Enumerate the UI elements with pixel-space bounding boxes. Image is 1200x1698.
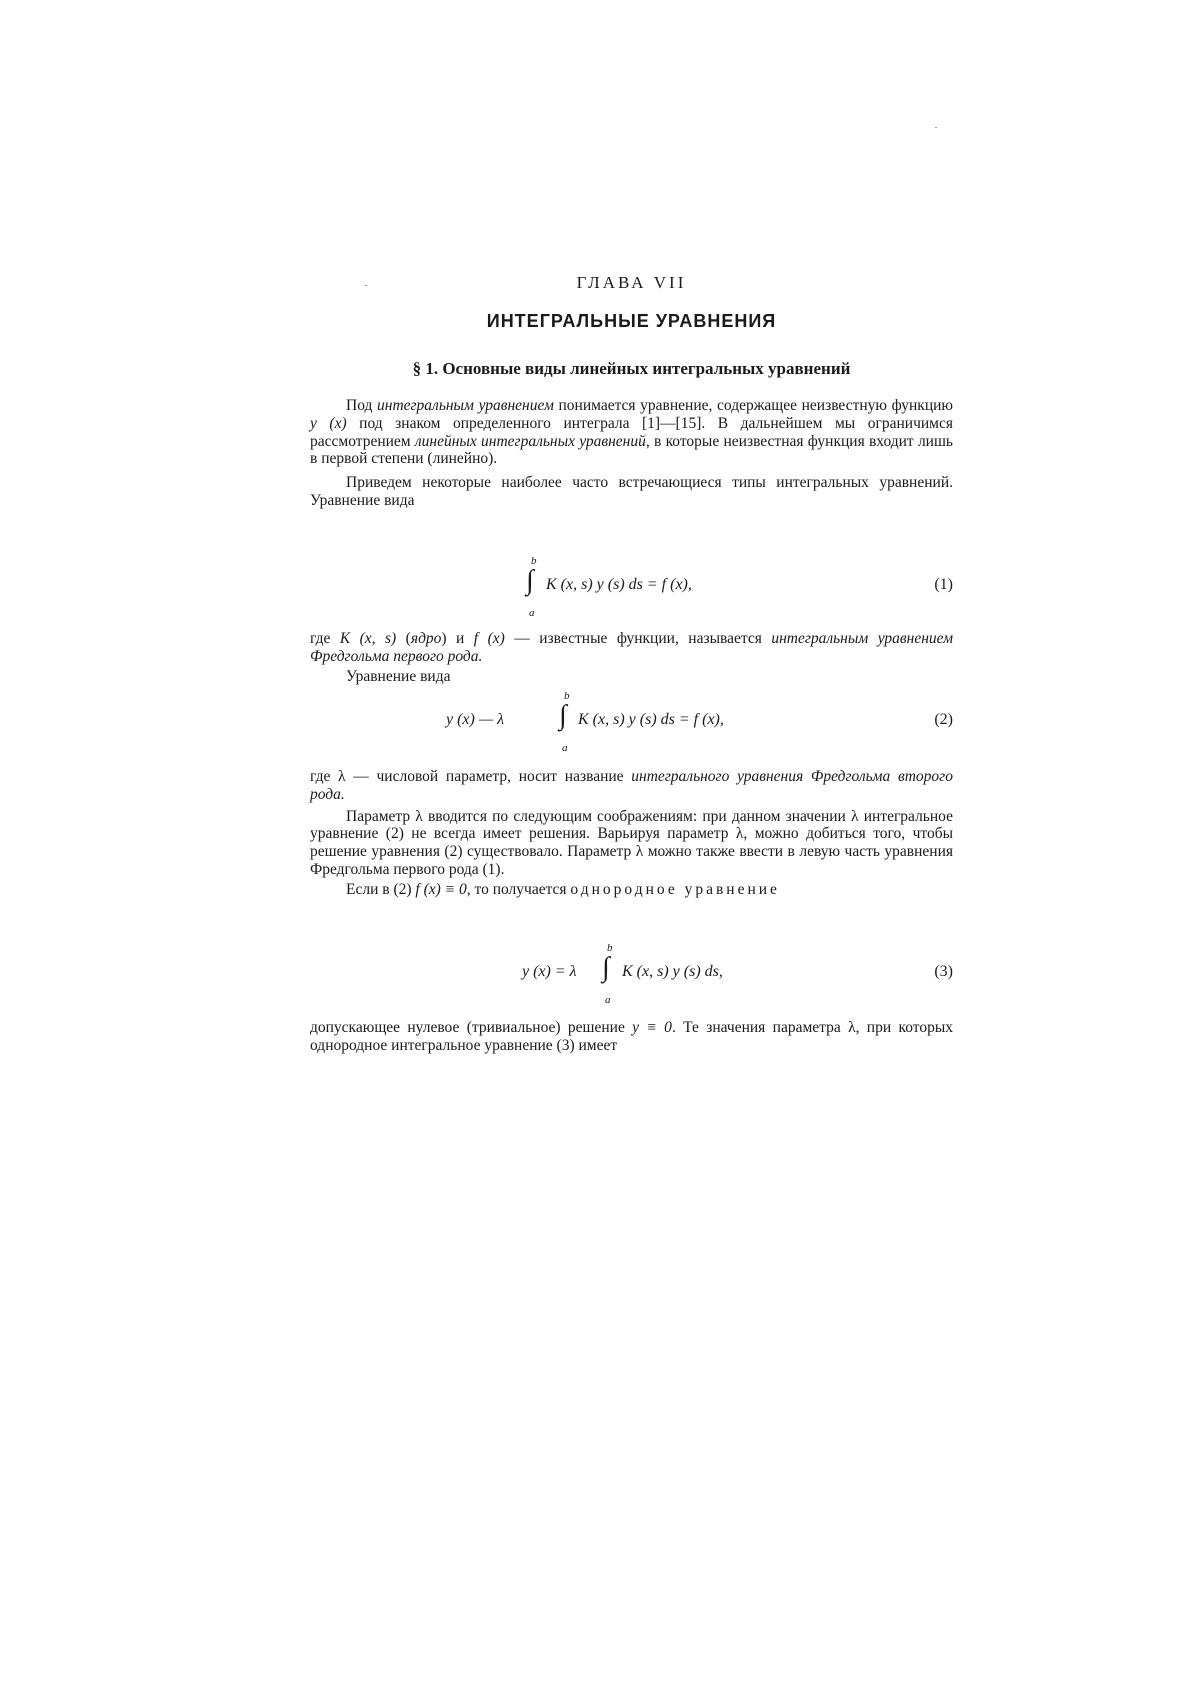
integral-lower-limit: a: [605, 994, 611, 1006]
paragraph-definition: Под интегральным уравнением понимается уравнение, содержащее неизвестную функцию y (x) под знаком определенного интеграла [1]—[15]. В дальнейшем мы ограничимся рассмотрением линейных интегральных уравнений, в которые неизвестная функция входит лишь в первой степени (линейно).: [310, 397, 953, 468]
text-block-4: [310, 1019, 953, 1055]
paragraph-types: Приведем некоторые наиболее часто встречающиеся типы интегральных уравнений. Уравнение вида: [310, 474, 953, 510]
integral-lower-limit: a: [562, 742, 568, 754]
equation-number: (3): [934, 962, 953, 982]
paragraph-equation-of-form: Уравнение вида: [310, 668, 953, 686]
equation-number: (1): [934, 575, 953, 595]
equation-body: K (x, s) y (s) ds = f (x),: [546, 575, 692, 595]
paragraph-fredholm-first: где K (x, s) (ядро) и f (x) — известные функции, называется интегральным уравнением Фредгольма первого рода.: [310, 630, 953, 666]
integral-upper-limit: b: [607, 942, 613, 954]
paragraph-fredholm-second: где λ — числовой параметр, носит название интегрального уравнения Фредгольма второго рода.: [310, 768, 953, 804]
paragraph-homogeneous: Если в (2) f (x) ≡ 0, то получается однородное уравнение: [310, 881, 953, 899]
integral-sign: ∫: [559, 702, 567, 730]
integral-sign: ∫: [602, 954, 610, 982]
integral-sign: ∫: [526, 567, 534, 595]
text-block-2: [310, 630, 953, 685]
section-title: § 1. Основные виды линейных интегральных уравнений: [310, 358, 953, 380]
equation-3: [310, 942, 953, 1012]
paragraph-trivial-solution: допускающее нулевое (тривиальное) решение y ≡ 0. Те значения параметра λ, при которых однородное интегральное уравнение (3) имеет: [310, 1019, 953, 1055]
equation-left-part: y (x) — λ: [446, 710, 504, 730]
text-block-3: [310, 768, 953, 899]
integral-upper-limit: b: [564, 690, 570, 702]
integral-lower-limit: a: [529, 607, 535, 619]
book-page: [0, 0, 1200, 1698]
text-block-1: [310, 397, 953, 510]
equation-body: K (x, s) y (s) ds = f (x),: [578, 710, 724, 730]
equation-body: K (x, s) y (s) ds,: [622, 962, 723, 982]
equation-number: (2): [934, 710, 953, 730]
equation-left-part: y (x) = λ: [522, 962, 577, 982]
equation-1: [310, 555, 953, 625]
chapter-label: ГЛАВА VII: [310, 273, 953, 293]
paragraph-parameter: Параметр λ вводится по следующим соображениям: при данном значении λ интегральное уравнение (2) не всегда имеет решения. Варьируя параметр λ, можно добиться того, чтобы решение уравнения (2) существовало. Параметр λ можно также ввести в левую часть уравнения Фредгольма первого рода (1).: [310, 808, 953, 879]
chapter-title: ИНТЕГРАЛЬНЫЕ УРАВНЕНИЯ: [310, 310, 953, 332]
equation-2: [310, 690, 953, 760]
integral-upper-limit: b: [531, 555, 537, 567]
scan-speck: [935, 127, 937, 128]
